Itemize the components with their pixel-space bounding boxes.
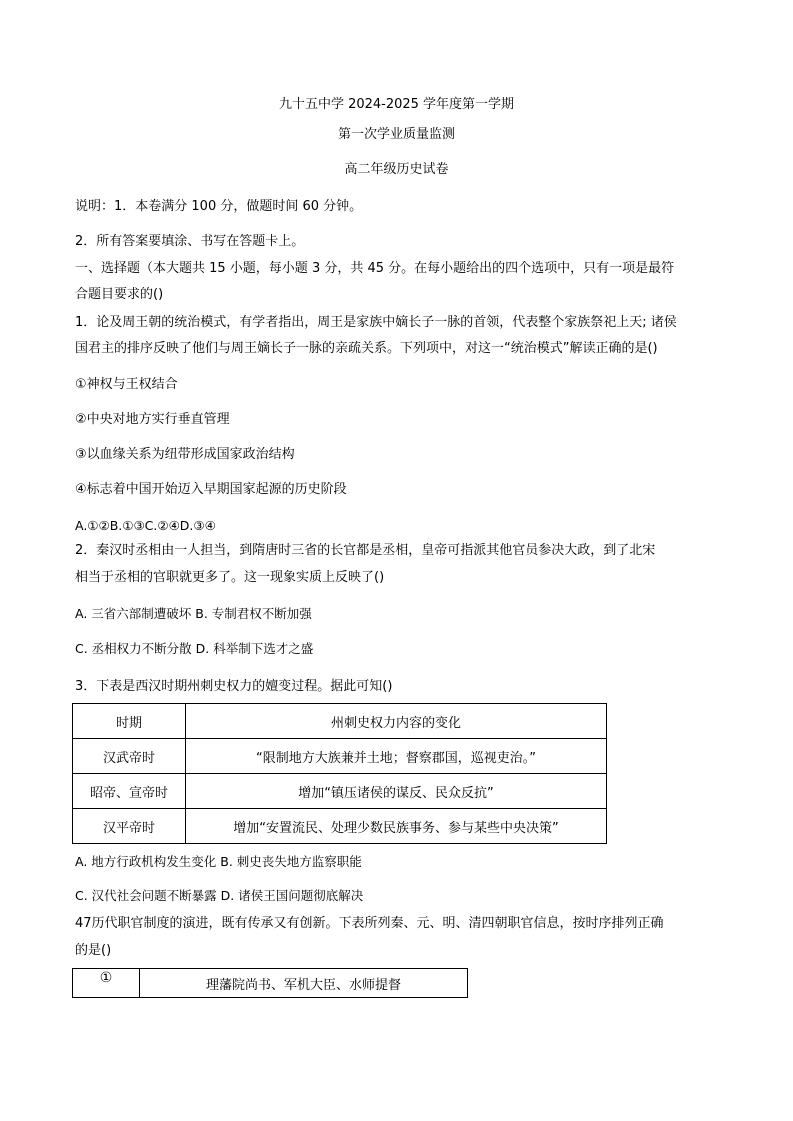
table-cell: 增加“镇压诸侯的谋反、民众反抗”	[186, 774, 607, 809]
answer-options: A. 三省六部制遭破坏 B. 专制君权不断加强	[75, 606, 312, 621]
question-stem-line: 47历代职官制度的演进，既有传承又有创新。下表所列秦、元、明、清四朝职官信息，按时序排列正确	[75, 916, 664, 931]
statement-item: ②中央对地方实行垂直管理	[75, 412, 230, 427]
answer-options: C. 丞相权力不断分散 D. 科举制下选才之盛	[75, 641, 314, 656]
table-header-row	[73, 704, 607, 739]
section-heading-line-2: 合题目要求的()	[75, 287, 164, 302]
table-header-cell: 时期	[73, 704, 186, 739]
power-change-table	[72, 703, 607, 844]
table-row	[73, 774, 607, 809]
instruction-line-1: 说明：1．本卷满分 100 分，做题时间 60 分钟。	[75, 199, 363, 214]
statement-item: ①神权与王权结合	[75, 377, 178, 392]
school-title: 九十五中学 2024-2025 学年度第一学期	[278, 97, 515, 112]
statement-item: ④标志着中国开始迈入早期国家起源的历史阶段	[75, 482, 347, 497]
table-row	[73, 969, 468, 998]
paper-title: 高二年级历史试卷	[344, 162, 449, 177]
table-cell: 理藩院尚书、军机大臣、水师提督	[140, 969, 468, 998]
question-stem-line: 1．论及周王朝的统治模式，有学者指出，周王是家族中嫡长子一脉的首领，代表整个家族祭祀上天; 诸侯	[75, 315, 677, 330]
question-stem-line: 国君主的排序反映了他们与周王嫡长子一脉的亲疏关系。下列项中，对这一“统治模式”解读正确的是()	[75, 341, 658, 356]
answer-options: C. 汉代社会问题不断暴露 D. 诸侯王国问题彻底解决	[75, 888, 364, 903]
question-stem-line: 相当于丞相的官职就更多了。这一现象实质上反映了()	[75, 570, 385, 585]
instruction-line-2: 2．所有答案要填涂、书写在答题卡上。	[75, 234, 305, 249]
table-cell: ①	[73, 969, 140, 998]
section-heading-line-1: 一、选择题（本大题共 15 小题，每小题 3 分，共 45 分。在每小题给出的四个选项中，只有一项是最符	[75, 261, 675, 276]
table-cell: 汉平帝时	[73, 809, 186, 844]
table-header-cell: 州刺史权力内容的变化	[186, 704, 607, 739]
table-row	[73, 809, 607, 844]
statement-item: ③以血缘关系为纽带形成国家政治结构	[75, 447, 295, 462]
answer-options: A. 地方行政机构发生变化 B. 刺史丧失地方监察职能	[75, 854, 362, 869]
table-row	[73, 739, 607, 774]
table-cell: 增加“安置流民、处理少数民族事务、参与某些中央决策”	[186, 809, 607, 844]
table-cell: 昭帝、宣帝时	[73, 774, 186, 809]
table-cell: “限制地方大族兼并土地；督察郡国，巡视吏治。”	[186, 739, 607, 774]
official-positions-table	[72, 968, 468, 998]
question-stem-line: 2．秦汉时丞相由一人担当，到隋唐时三省的长官都是丞相，皇帝可指派其他官员参决大政，到了北宋	[75, 543, 656, 558]
answer-options: A.①②B.①③C.②④D.③④	[75, 518, 216, 533]
table-cell: 汉武帝时	[73, 739, 186, 774]
question-stem-line: 3．下表是西汉时期州刺史权力的嬗变过程。据此可知()	[75, 679, 393, 694]
exam-title: 第一次学业质量监测	[337, 127, 455, 142]
question-stem-line: 的是()	[75, 943, 112, 958]
